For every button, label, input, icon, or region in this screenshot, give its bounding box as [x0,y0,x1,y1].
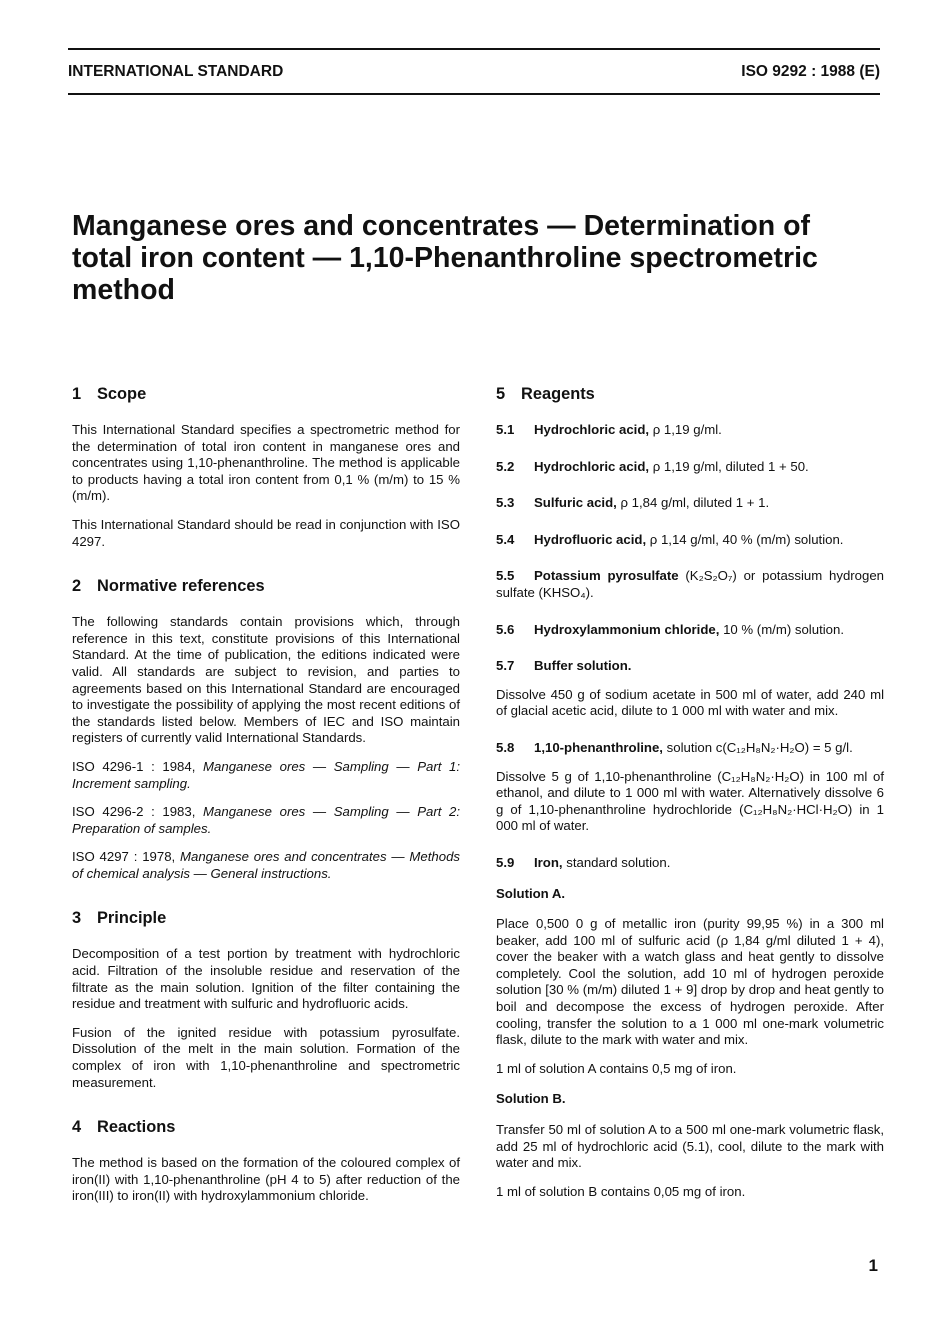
header-standard-label: INTERNATIONAL STANDARD [68,63,284,80]
header-document-number: ISO 9292 : 1988 (E) [741,63,880,80]
reagent-item: 5.3 Sulfuric acid, ρ 1,84 g/ml, diluted 1 + 1. [496,495,770,511]
paragraph: Fusion of the ignited residue with potassium pyrosulfate. Dissolution of the melt in the main solution. Formation of the complex of iron with 1,10-phenanthroline and spectrometric measurement. [72,1024,460,1090]
paragraph: Dissolve 5 g of 1,10-phenanthroline (C₁₂H₈N₂·H₂O) in 100 ml of ethanol, and dilute to 1 000 ml with water. Alternatively dissolve 6 g of 1,10-phenanthroline hydrochloride (C₁₂H₈N₂·HCl·H₂O) in 1 000 ml of water. [496,768,884,834]
header-top-rule [68,48,880,50]
section-heading: 2 Normative references [72,577,265,596]
document-title: Manganese ores and concentrates — Determination of total iron content — 1,10-Phenanthroline spectrometric method [72,210,818,306]
reference-item: ISO 4296-1 : 1984, Manganese ores — Sampling — Part 1: Increment sampling. [72,758,461,791]
reagent-item: 5.4 Hydrofluoric acid, ρ 1,14 g/ml, 40 % (m/m) solution. [496,531,844,547]
header-bottom-rule [68,93,880,95]
paragraph: Decomposition of a test portion by treatment with hydrochloric acid. Filtration of the insoluble residue and reservation of the filtrate as the main solution. Ignition of the filter containing the residue and treatment with sulfuric and hydrofluoric acids. [72,946,460,1012]
paragraph: The following standards contain provisions which, through reference in this text, constitute provisions of this International Standard. At the time of publication, the editions indicated were valid. All standards are subject to revision, and parties to agreements based on this International Standard are encouraged to investigate the possibility of applying the most recent editions of the standards listed below. Members of IEC and ISO maintain registers of currently valid International Standards. [72,614,460,746]
section-heading: 1 Scope [72,385,147,403]
subheading: Solution A. [496,885,566,901]
section-heading: 3 Principle [72,909,167,928]
subheading: Solution B. [496,1091,566,1107]
left-column [72,383,460,1230]
section-heading: 4 Reactions [72,1118,176,1137]
section-normative-references [72,575,460,882]
reagent-item: 5.2 Hydrochloric acid, ρ 1,19 g/ml, diluted 1 + 50. [496,458,809,474]
section-heading: 5 Reagents [496,385,595,403]
reagent-item: 5.8 1,10-phenanthroline, solution c(C₁₂H₈N₂·H₂O) = 5 g/l. [496,739,853,755]
reference-item: ISO 4297 : 1978, Manganese ores and concentrates — Methods of chemical analysis — General instructions. [72,849,460,881]
reagent-item: 5.5 Potassium pyrosulfate (K₂S₂O₇) or potassium hydrogen sulfate (KHSO₄). [496,568,885,600]
right-column [496,383,884,1212]
paragraph: Place 0,500 0 g of metallic iron (purity 99,95 %) in a 300 ml beaker, add 100 ml of sulfuric acid (ρ 1,84 g/ml diluted 1 + 4), cover the beaker with a watch glass and heat gently to dissolve completely. Cool the solution, add 10 ml of hydrogen peroxide solution [30 % (m/m) diluted 1 + 9] drop by drop and heat gently to boil and decompose the excess of hydrogen peroxide. After cooling, transfer the solution to a 1 000 ml one-mark volumetric flask, dilute to the mark with water and mix. [496,916,884,1048]
section-scope [72,383,460,550]
paragraph: This International Standard specifies a spectrometric method for the determination of total iron content in manganese ores and concentrates using 1,10-phenanthroline. The method is applicable to products having a total iron content from 0,1 % (m/m) to 15 % (m/m). [72,422,460,504]
section-reactions [72,1116,460,1205]
page-header [68,58,880,86]
paragraph: Dissolve 450 g of sodium acetate in 500 ml of water, add 240 ml of glacial acetic acid, dilute to 1 000 ml with water and mix. [496,686,884,719]
page-number: 1 [868,1256,878,1275]
paragraph: Transfer 50 ml of solution A to a 500 ml one-mark volumetric flask, add 25 ml of hydrochloric acid (5.1), cool, dilute to the mark with water and mix. [496,1122,884,1171]
reference-item: ISO 4296-2 : 1983, Manganese ores — Sampling — Part 2: Preparation of samples. [72,804,461,836]
reagent-item: 5.7 Buffer solution. [496,658,632,674]
section-principle [72,907,460,1091]
reagent-item: 5.9 Iron, standard solution. [496,854,671,870]
paragraph: The method is based on the formation of the coloured complex of iron(II) with 1,10-phenanthroline (pH 4 to 5) after reduction of the iron(III) to iron(II) with hydroxylammonium chloride. [72,1155,460,1204]
reagent-item: 5.1 Hydrochloric acid, ρ 1,19 g/ml. [496,422,722,437]
paragraph: 1 ml of solution B contains 0,05 mg of iron. [496,1183,746,1199]
paragraph: 1 ml of solution A contains 0,5 mg of iron. [496,1060,737,1076]
paragraph: This International Standard should be read in conjunction with ISO 4297. [72,516,460,549]
reagent-item: 5.6 Hydroxylammonium chloride, 10 % (m/m) solution. [496,621,845,637]
